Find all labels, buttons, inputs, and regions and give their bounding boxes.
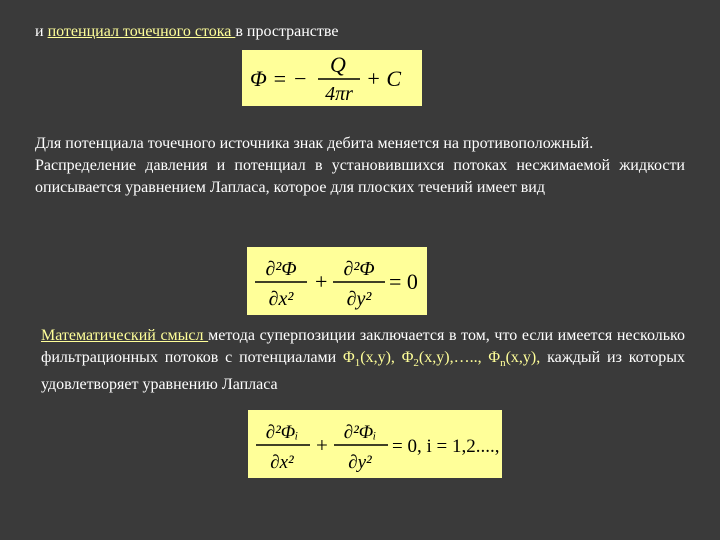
formula3-num1: ∂²Φᵢ bbox=[265, 422, 299, 443]
paragraph-1-sentence-1: Для потенциала точечного источника знак дебита меняется на противоположный. bbox=[35, 135, 594, 152]
paragraph-1-sentence-2: Распределение давления и потенциал в установившихся потоках несжимаемой жидкости описывается уравнением Лапласа, которое для плоских течений имеет вид bbox=[35, 157, 685, 196]
formula1-numerator: Q bbox=[330, 52, 346, 77]
formula3-den2: ∂y² bbox=[348, 452, 372, 473]
phi-1: $\Phi_1(x,y)$, bbox=[343, 349, 395, 370]
formula2-plus: + bbox=[315, 269, 328, 294]
intro-prefix: и bbox=[35, 23, 48, 40]
math-meaning-link[interactable]: Математический смысл bbox=[41, 327, 209, 344]
paragraph-2-text-b: каждый из которых удовлетворяет уравнению Лапласа bbox=[41, 349, 685, 394]
paragraph-2 bbox=[41, 325, 685, 396]
point-sink-formula bbox=[242, 50, 422, 106]
formula2-num1: ∂²Φ bbox=[265, 258, 297, 280]
formula3-rhs: = 0, i = 1,2...., n bbox=[392, 436, 502, 457]
laplace-equation-formula bbox=[247, 247, 427, 315]
intro-suffix: в пространстве bbox=[235, 23, 339, 40]
phi-n: $\Phi_n(x,y)$, bbox=[488, 349, 541, 370]
formula2-den2: ∂y² bbox=[346, 288, 372, 310]
formula1-lhs: Φ = − bbox=[250, 66, 308, 91]
phi-2: $\Phi_2(x,y),\dots$.., bbox=[401, 349, 482, 370]
formula2-num2: ∂²Φ bbox=[343, 258, 375, 280]
point-sink-potential-link[interactable]: потенциал точечного стока bbox=[47, 23, 236, 40]
formula3-den1: ∂x² bbox=[270, 452, 294, 473]
formula3-plus: + bbox=[316, 433, 328, 457]
paragraph-2-text-a: метода суперпозиции заключается в том, что если имеется несколько фильтрационных потоков с потенциалами bbox=[41, 327, 685, 366]
formula3-num2: ∂²Φᵢ bbox=[343, 422, 377, 443]
formula1-rhs: + C bbox=[366, 66, 402, 91]
formula1-denominator: 4πr bbox=[325, 83, 353, 105]
formula2-rhs: = 0 bbox=[389, 269, 418, 294]
paragraph-1 bbox=[35, 133, 685, 199]
formula2-den1: ∂x² bbox=[268, 288, 294, 310]
intro-line bbox=[35, 22, 338, 42]
superposition-laplace-formula bbox=[248, 410, 502, 478]
